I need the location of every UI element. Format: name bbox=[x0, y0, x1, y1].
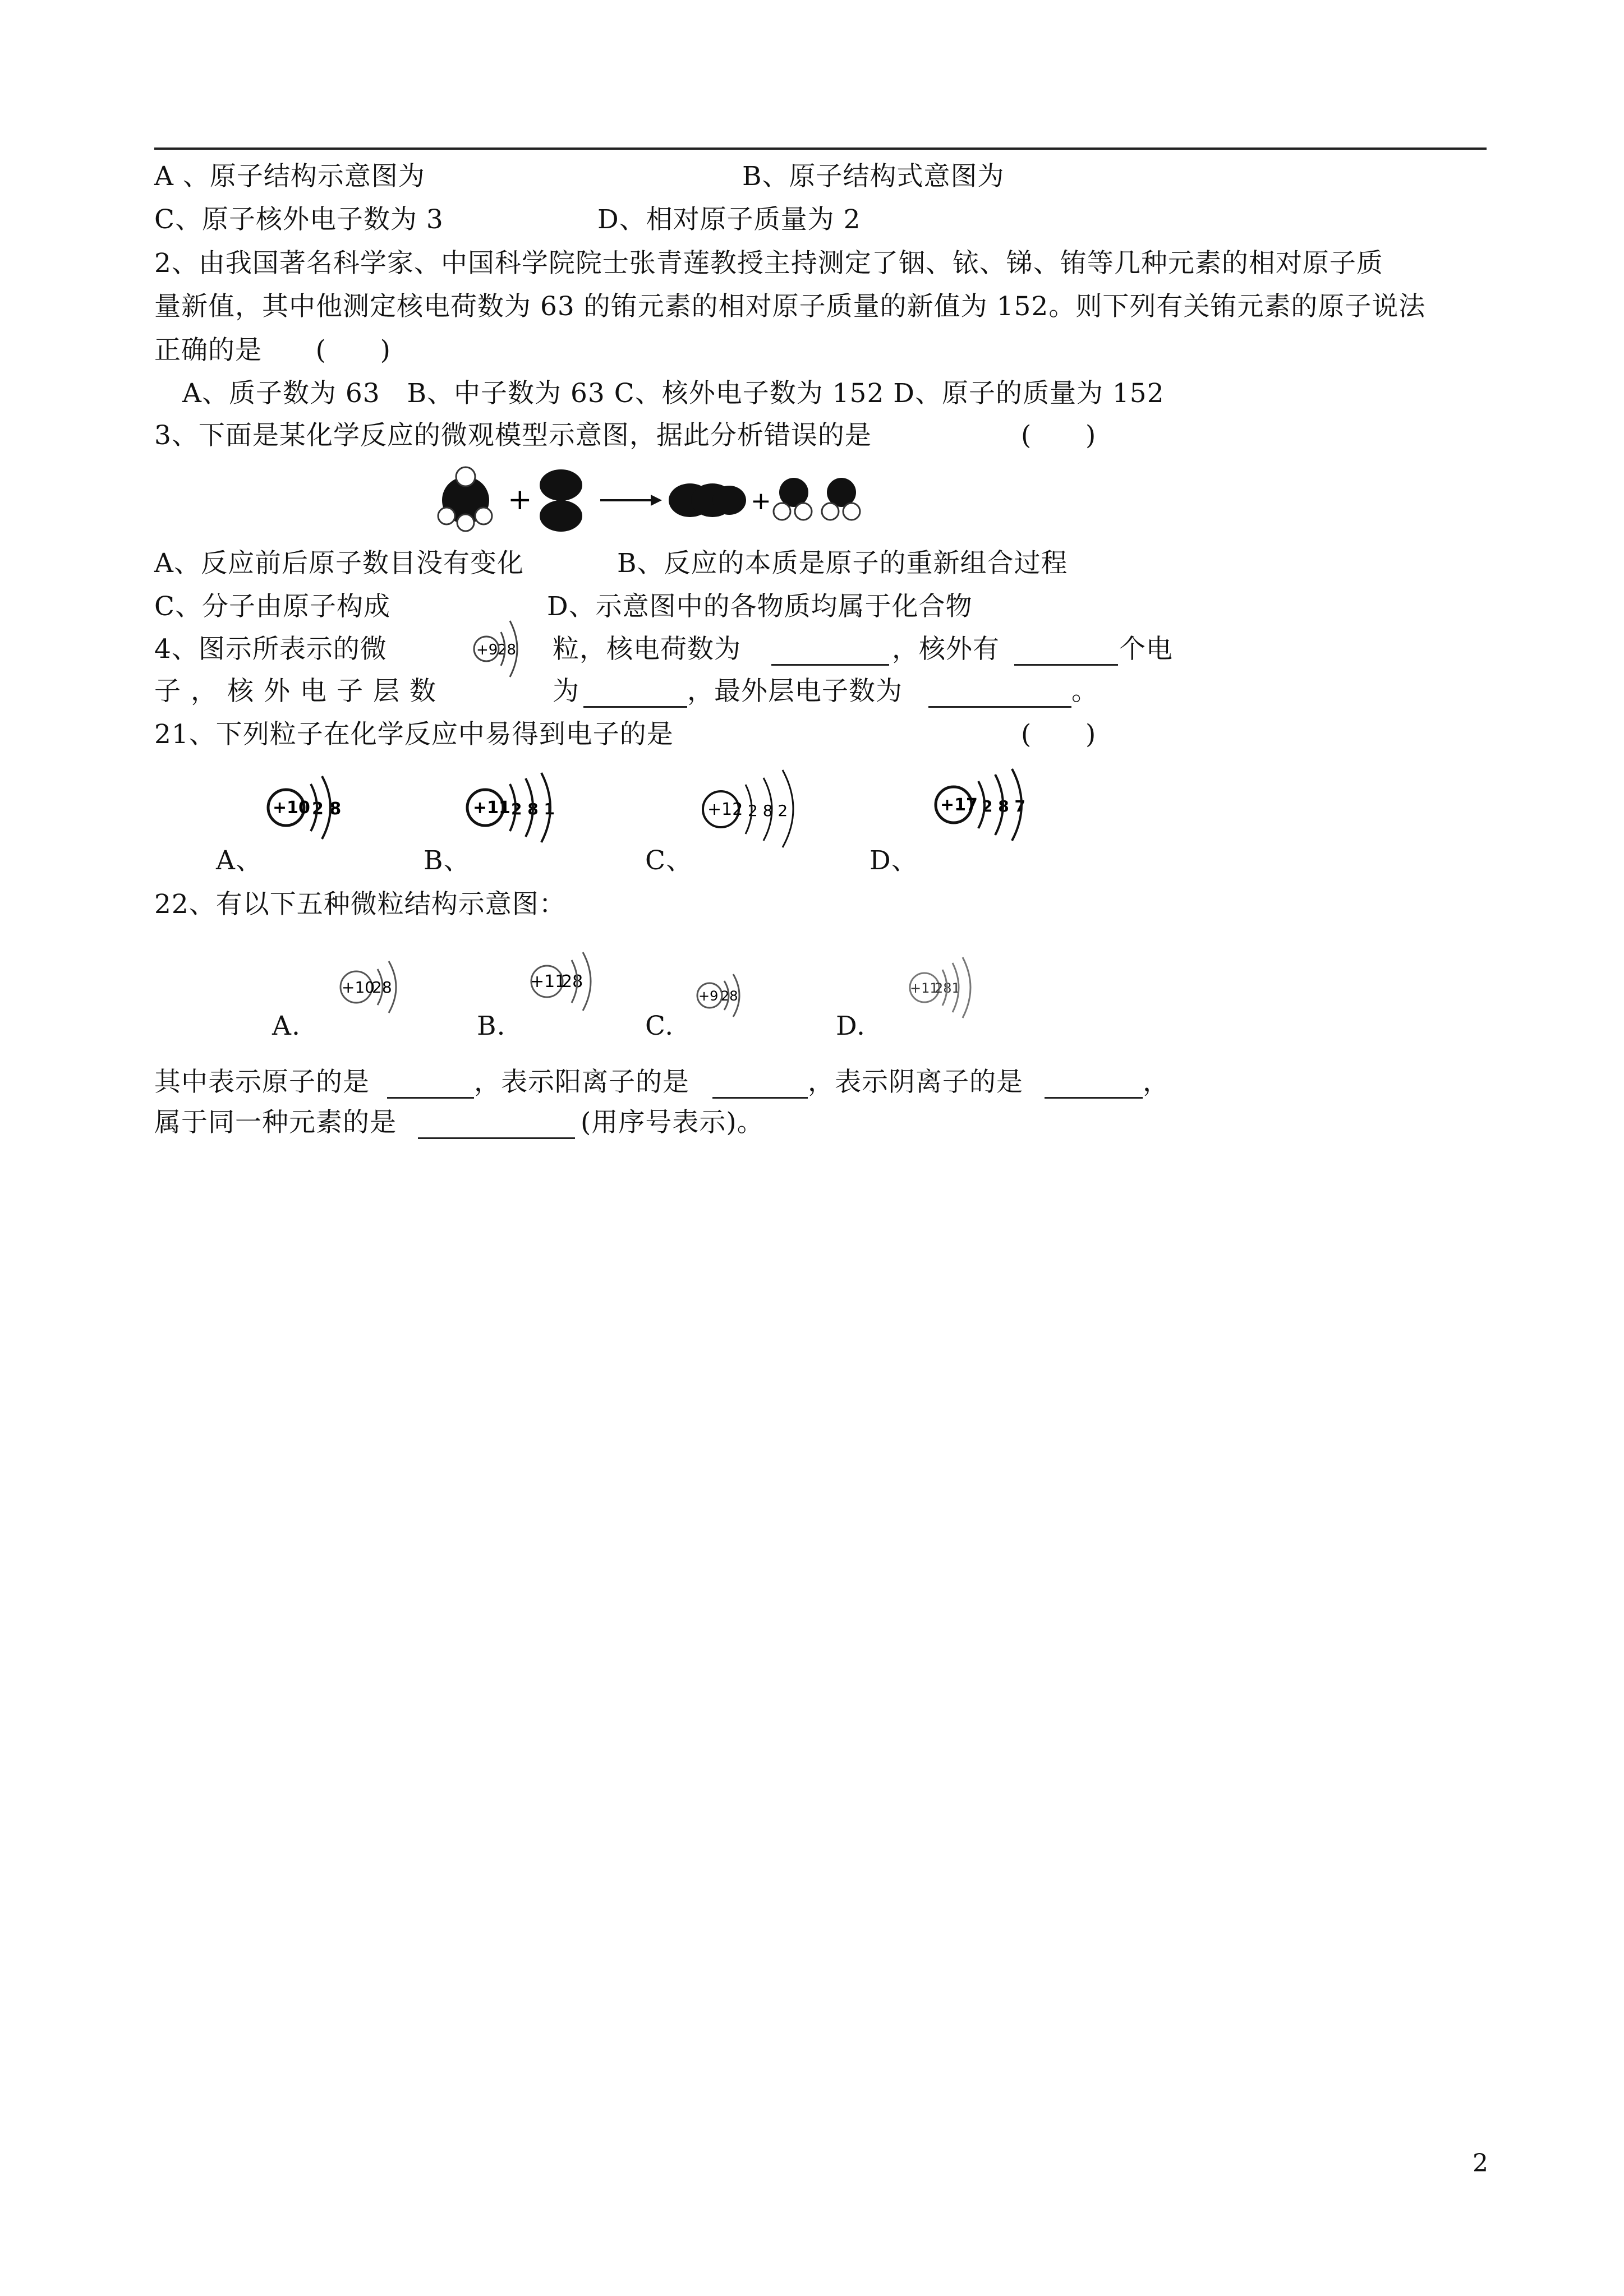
q4-atom-diagram bbox=[468, 608, 541, 687]
product-molecule-2 bbox=[774, 478, 860, 520]
reaction-diagram bbox=[432, 460, 881, 538]
q4-blank-electrons[interactable] bbox=[1014, 639, 1118, 666]
svg-text:2 8 1: 2 8 1 bbox=[511, 800, 555, 818]
q21-label-a: A、 bbox=[216, 845, 263, 876]
q2-options: A、质子数为 63 B、中子数为 63 C、核外电子数为 152 D、原子的质量为 152 bbox=[182, 378, 1165, 409]
q4-text-2: 粒，核电荷数为 bbox=[553, 634, 741, 665]
q3-option-a: A、反应前后原子数目没有变化 bbox=[154, 548, 524, 579]
svg-text:2 8 2: 2 8 2 bbox=[748, 801, 788, 820]
q21-atom-c bbox=[698, 766, 822, 850]
q3-paren: ( ) bbox=[1021, 420, 1097, 451]
q4-text-8: 。 bbox=[1071, 676, 1098, 707]
q4-atom-shells: 28 bbox=[498, 642, 517, 658]
q1-option-b: B、原子结构式意图为 bbox=[742, 161, 1005, 192]
q22-label-c: C. bbox=[645, 1011, 674, 1041]
q2-line-2: 量新值，其中他测定核电荷数为 63 的铕元素的相对原子质量的新值为 152。则下列有关铕元素的原子说法 bbox=[154, 291, 1426, 322]
q22-fill-text-2: ，表示阳离子的是 bbox=[474, 1067, 689, 1098]
q21-paren: ( ) bbox=[1021, 719, 1097, 750]
q1-option-d: D、相对原子质量为 2 bbox=[597, 204, 861, 235]
q22-stem: 22、有以下五种微粒结构示意图： bbox=[154, 889, 566, 920]
q2-line-3: 正确的是 ( ) bbox=[154, 335, 391, 366]
svg-text:2 8 7: 2 8 7 bbox=[982, 797, 1025, 815]
svg-text:28: 28 bbox=[372, 978, 392, 997]
q4-blank-shells[interactable] bbox=[583, 681, 687, 708]
reactant-molecule-2 bbox=[540, 469, 582, 532]
svg-text:2 8: 2 8 bbox=[312, 799, 342, 819]
q1-option-c: C、原子核外电子数为 3 bbox=[154, 204, 444, 235]
q3-option-b: B、反应的本质是原子的重新组合过程 bbox=[617, 548, 1068, 579]
q21-label-d: D、 bbox=[869, 845, 918, 876]
reactant-molecule-1 bbox=[438, 467, 492, 531]
q22-fill-text-1: 其中表示原子的是 bbox=[154, 1067, 370, 1098]
svg-text:+11: +11 bbox=[530, 972, 566, 992]
q21-atom-d bbox=[931, 766, 1055, 850]
q3-stem: 3、下面是某化学反应的微观模型示意图，据此分析错误的是 bbox=[154, 420, 872, 451]
product-molecule-1 bbox=[669, 483, 746, 517]
svg-text:+12: +12 bbox=[707, 800, 743, 819]
q22-label-d: D. bbox=[836, 1011, 866, 1041]
q22-label-a: A. bbox=[272, 1011, 301, 1041]
q22-atom-d bbox=[903, 956, 987, 1023]
q22-label-b: B. bbox=[477, 1011, 506, 1041]
svg-text:281: 281 bbox=[935, 980, 960, 996]
q2-line-1: 2、由我国著名科学家、中国科学院院士张青莲教授主持测定了铟、铱、锑、铕等几种元素的相对原子质 bbox=[154, 248, 1383, 279]
q22-blank-atoms[interactable] bbox=[387, 1072, 474, 1099]
svg-text:+9: +9 bbox=[698, 988, 719, 1004]
header-rule bbox=[154, 147, 1487, 150]
q21-atom-a bbox=[264, 768, 365, 847]
q3-option-d: D、示意图中的各物质均属于化合物 bbox=[547, 591, 973, 622]
q22-atom-c bbox=[693, 967, 760, 1023]
q22-atom-a bbox=[334, 953, 418, 1021]
reaction-arrow-icon bbox=[600, 495, 662, 506]
svg-text:+10: +10 bbox=[273, 798, 310, 818]
q1-option-a: A 、原子结构示意图为 bbox=[154, 161, 425, 192]
q22-fill-text-3: ，表示阴离子的是 bbox=[808, 1067, 1023, 1098]
plus-sign-1: + bbox=[508, 483, 532, 517]
q4-text-1: 4、图示所表示的微 bbox=[154, 634, 387, 665]
svg-text:+11: +11 bbox=[473, 798, 510, 818]
q22-fill-text-5: 属于同一种元素的是 bbox=[154, 1107, 397, 1138]
q4-text-7: ，最外层电子数为 bbox=[687, 676, 903, 707]
svg-text:+10: +10 bbox=[342, 978, 375, 997]
q22-fill-text-4: ， bbox=[1143, 1067, 1170, 1098]
q4-text-5: 子，核外电子层数 bbox=[154, 676, 446, 707]
q21-stem: 21、下列粒子在化学反应中易得到电子的是 bbox=[154, 719, 674, 750]
q4-atom-nucleus: +9 bbox=[476, 642, 498, 658]
svg-text:28: 28 bbox=[721, 988, 738, 1004]
q22-blank-cations[interactable] bbox=[712, 1072, 808, 1099]
q21-atom-b bbox=[463, 768, 575, 847]
q22-fill-text-6: (用序号表示)。 bbox=[581, 1107, 764, 1138]
plus-sign-2: + bbox=[751, 487, 771, 515]
q4-text-3: ，核外有 bbox=[892, 634, 1000, 665]
q3-option-c: C、分子由原子构成 bbox=[154, 591, 390, 622]
q22-blank-anions[interactable] bbox=[1045, 1072, 1143, 1099]
svg-text:28: 28 bbox=[562, 972, 583, 992]
q22-blank-same-element[interactable] bbox=[418, 1113, 575, 1139]
svg-text:+11: +11 bbox=[910, 980, 938, 996]
q21-label-c: C、 bbox=[645, 845, 693, 876]
q4-blank-nuclear-charge[interactable] bbox=[771, 639, 889, 666]
q4-text-6: 为 bbox=[553, 676, 579, 707]
q4-blank-outer-electrons[interactable] bbox=[928, 681, 1071, 708]
svg-text:+17: +17 bbox=[940, 795, 978, 815]
page-number: 2 bbox=[1473, 2149, 1488, 2178]
q22-atom-b bbox=[525, 948, 609, 1015]
q21-label-b: B、 bbox=[424, 845, 471, 876]
q4-text-4: 个电 bbox=[1119, 634, 1173, 665]
